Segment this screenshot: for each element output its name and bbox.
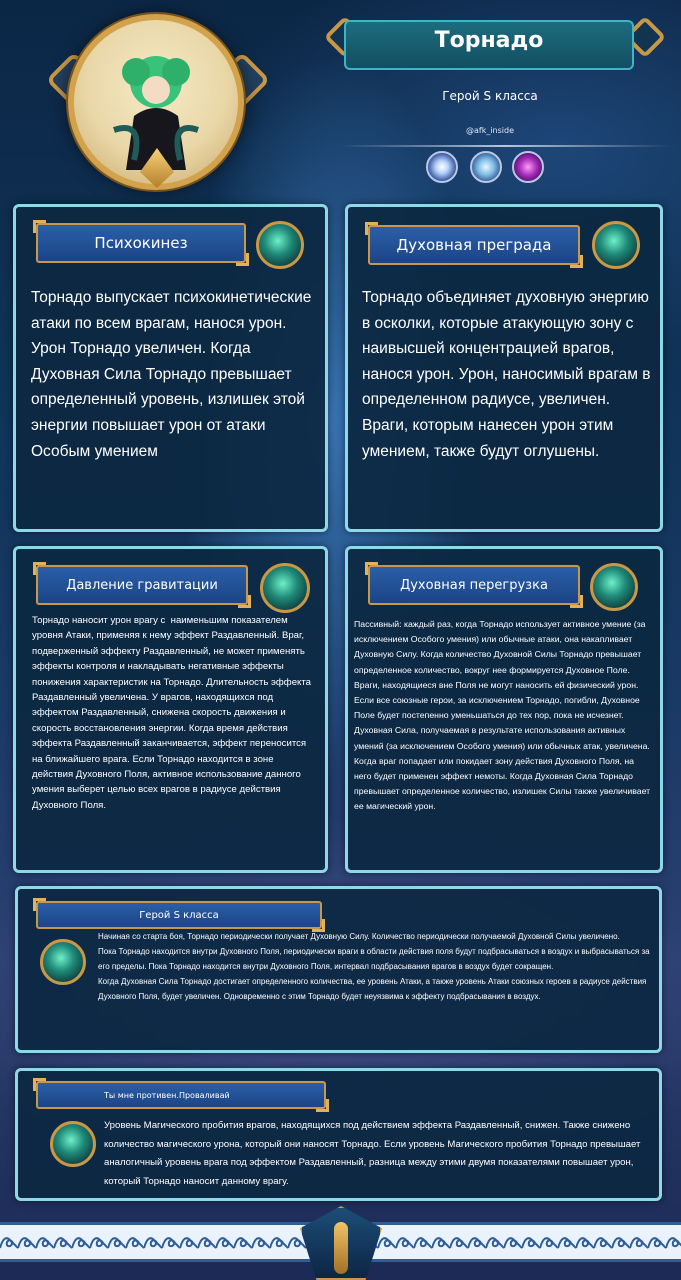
skill-title-banner <box>368 565 580 605</box>
skill-title: Психокинез <box>94 234 188 252</box>
hero-class: Герой S класса <box>442 89 538 103</box>
skill-description: Торнадо объединяет духовную энергию в осколки, которые атакующую зону с наивысшей концентрацией врагов, нанося урон. Урон, наносимый врагам в определенном радиусе, увеличен. Враги, которым нанесен урон этим умением, также будут оглушены. <box>362 289 651 460</box>
spirit-barrier-skill-icon <box>592 221 640 269</box>
skill-title-banner <box>368 225 580 265</box>
skill-title-banner <box>36 901 322 929</box>
psychokinesis-skill-icon <box>256 221 304 269</box>
skill-title: Духовная перегрузка <box>400 577 548 593</box>
credit-handle: @afk_inside <box>465 126 515 135</box>
hero-name: Торнадо <box>434 28 544 53</box>
skill-title-banner <box>36 565 248 605</box>
skill-description: Торнадо выпускает психокинетические атаки по всем врагам, нанося урон. Урон Торнадо увеличен. Когда Духовная Сила Торнадо превышает определенный уровень, излишек этой энергии повышает урон от атаки Особым умением <box>31 289 312 460</box>
celestial-faction-icon <box>426 151 458 183</box>
skill-title-banner <box>36 223 246 263</box>
s-class-hero-skill-icon <box>40 939 86 985</box>
header-divider <box>340 145 670 147</box>
emblem-spire-icon <box>334 1222 348 1274</box>
skill-panel-s-class-hero <box>15 886 662 1053</box>
skill-title: Давление гравитации <box>66 577 218 593</box>
skill-panel-psychokinesis <box>13 204 328 532</box>
skill-panel-spirit-barrier <box>345 204 663 532</box>
mind-faction-icon <box>470 151 502 183</box>
skill-description: Пассивный: каждый раз, когда Торнадо использует активное умение (за исключением Особого умения) или обычные атаки, она накапливает Духовную Силу. Когда количество Духовной Силы Торнадо превышает определенное количество, вокруг нее формируется Духовное Поле. Враги, находящиеся вне Поля не могут наносить ей физический урон. Если все союзные герои, за исключением Торнадо, погибли, Духовное Поле будет постепенно уменьшаться до тех пор, пока не исчезнет. Духовная Сила, получаемая в результате использования активных умений (за исключением Особого умения) или обычных атак, увеличена. Когда враг попадает или покидает зону действия Духовного Поля, на него будет применен эффект немоты. Когда Духовная Сила Торнадо превышает определенное количество, излишек Силы также увеличивает ее магический урон. <box>354 619 651 812</box>
gravity-pressure-skill-icon <box>260 563 310 613</box>
skill-title-banner <box>36 1081 326 1109</box>
skill-description: Торнадо наносит урон врагу с наименьшим показателем уровня Атаки, применяя к нему эффект Раздавленный. Враг, подверженный эффекту Раздавленный, не может применять эффекты контроля и накладывать негативные эффекты понижения характеристик на Торнадо. Длительность эффекта Раздавленный увеличена. У врагов, находящихся под эффектом Раздавленный, снижена скорость движения и скорость восстановления энергии. Когда время действия эффекта Раздавленный заканчивается, эффект переносится на ближайшего врага. Если Торнадо находится в зоне действия Духовного Поля, активное использование данного умения выберет целью всех врагов в радиусе действия Духовного Поля. <box>32 615 314 811</box>
skill-description: Начиная со старта боя, Торнадо периодически получает Духовную Силу. Количество периодически получаемой Духовной Силы увеличено. Пока Торнадо находится внутри Духовного Поля, периодически враги в области действия поля будут подбрасываться в воздух и выбрасываться за его пределы. Пока Торнадо находится внутри Духовного Поля, интервал подбрасывания врагов в воздух будет сокращен. Когда Духовная Сила Торнадо достигает определенного количества, ее уровень Атаки, а также уровень Атаки союзных героев в радиусе действия Духовного Поля, будет увеличен. Одновременно с этим Торнадо будет неуязвима к эффекту подбрасывания в воздух. <box>98 932 650 1001</box>
skill-title: Духовная преграда <box>396 236 552 254</box>
skill-title: Герой S класса <box>139 909 219 921</box>
esper-faction-icon <box>512 151 544 183</box>
skill-panel-gravity-pressure <box>13 546 328 873</box>
skill-description: Уровень Магического пробития врагов, находящихся под действием эффекта Раздавленный, снижен. Также снижено количество магического урона, который они наносят Торнадо. Если уровень Магического пробития Торнадо превышает аналогичный уровень врага под эффектом Раздавленный, разница между этими двумя показателями повышает урон, который Торнадо наносит данному врагу. <box>104 1120 641 1187</box>
skill-panel-you-disgust-me <box>15 1068 662 1201</box>
spirit-overload-skill-icon <box>590 563 638 611</box>
skill-panel-spirit-overload <box>345 546 663 873</box>
skill-title: Ты мне противен.Проваливай <box>104 1090 230 1100</box>
you-disgust-me-skill-icon <box>50 1121 96 1167</box>
